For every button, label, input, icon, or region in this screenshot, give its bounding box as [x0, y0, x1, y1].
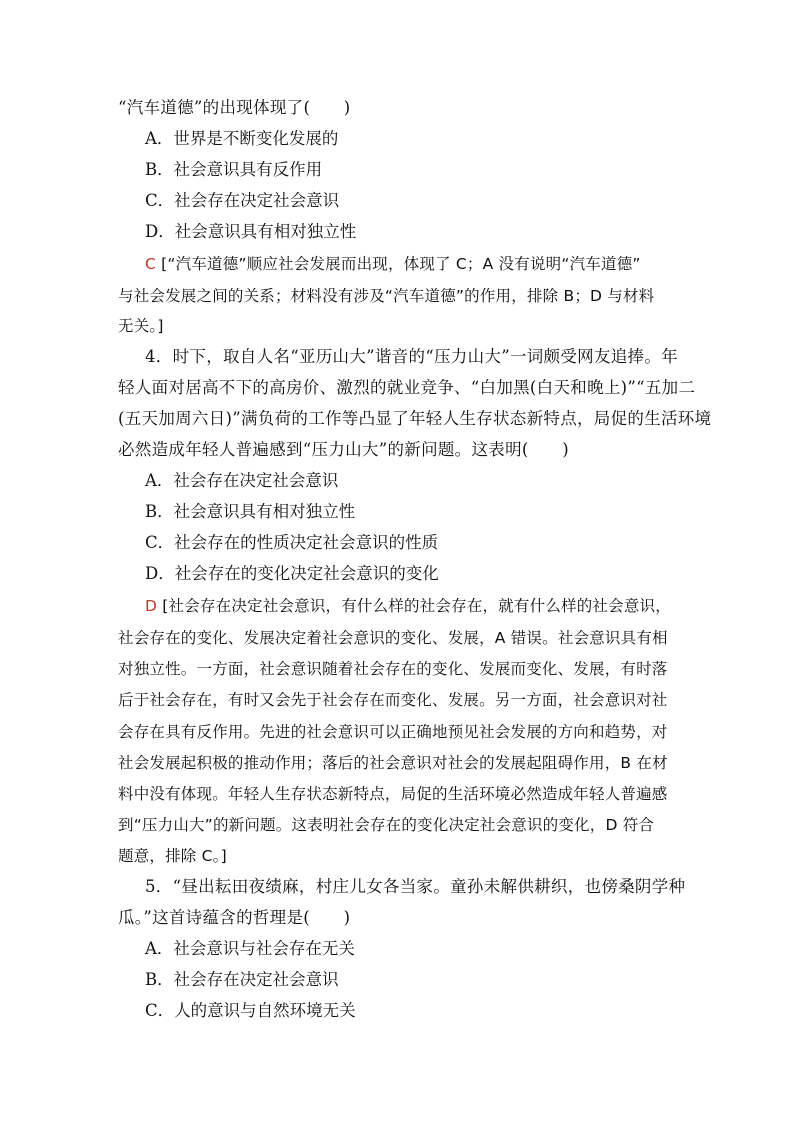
q4-stem-line-3: (五天加周六日)”满负荷的工作等凸显了年轻人生存状态新特点，局促的生活环境 — [118, 409, 712, 428]
q5-option-b: B．社会存在决定社会意识 — [145, 970, 339, 989]
q4-explanation-line-4: 后于社会存在，有时又会先于社会存在而变化、发展。另一方面，社会意识对社 — [118, 691, 668, 709]
q4-option-a: A．社会存在决定社会意识 — [145, 471, 339, 490]
q3-option-b: B．社会意识具有反作用 — [145, 160, 323, 179]
q4-stem-line-4: 必然造成年轻人普遍感到“压力山大”的新问题。这表明( ) — [118, 440, 569, 459]
q4-option-d: D．社会存在的变化决定社会意识的变化 — [145, 564, 439, 583]
q3-option-c: C．社会存在决定社会意识 — [145, 191, 340, 210]
q3-option-a: A．世界是不断变化发展的 — [145, 129, 339, 148]
q3-option-d: D．社会意识具有相对独立性 — [145, 222, 357, 241]
q4-option-b: B．社会意识具有相对独立性 — [145, 502, 356, 521]
q5-stem-line-2: 瓜。”这首诗蕴含的哲理是( ) — [118, 908, 351, 927]
q4-stem-line-2: 轻人面对居高不下的高房价、激烈的就业竞争、“白加黑(白天和晚上)”“五加二 — [118, 378, 696, 397]
q4-explanation-line-3: 对独立性。一方面，社会意识随着社会存在的变化、发展而变化、发展，有时落 — [118, 660, 668, 678]
q5-stem-line-1: 5．“昼出耘田夜绩麻，村庄儿女各当家。童孙未解供耕织，也傍桑阴学种 — [145, 877, 686, 896]
q4-explanation-line-7: 料中没有体现。年轻人生存状态新特点，局促的生活环境必然造成年轻人普遍感 — [118, 785, 668, 803]
q3-explanation-text: [“汽车道德”顺应社会发展而出现，体现了 C；A 没有说明“汽车道德” — [161, 255, 641, 273]
q4-explanation-line-2: 社会存在的变化、发展决定着社会意识的变化、发展，A 错误。社会意识具有相 — [118, 629, 668, 647]
q4-stem-line-1: 4．时下，取自人名“亚历山大”谐音的“压力山大”一词颇受网友追捧。年 — [145, 347, 678, 366]
q3-explanation-line-3: 无关。] — [118, 317, 164, 335]
q4-explanation-line-8: 到“压力山大”的新问题。这表明社会存在的变化决定社会意识的变化，D 符合 — [118, 816, 655, 834]
q4-explanation-line-1 — [145, 596, 671, 616]
q5-option-c: C．人的意识与自然环境无关 — [145, 1001, 356, 1020]
q3-stem: “汽车道德”的出现体现了( ) — [118, 98, 351, 117]
q4-explanation-line-9: 题意，排除 C。] — [118, 847, 227, 865]
q3-explanation-line-1 — [145, 254, 641, 274]
q4-option-c: C．社会存在的性质决定社会意识的性质 — [145, 533, 439, 552]
q4-explanation-text: [社会存在决定社会意识，有什么样的社会存在，就有什么样的社会意识， — [162, 597, 671, 615]
q4-explanation-line-6: 社会发展起积极的推动作用；落后的社会意识对社会的发展起阻碍作用，B 在材 — [118, 754, 668, 772]
q4-explanation-line-5: 会存在具有反作用。先进的社会意识可以正确地预见社会发展的方向和趋势，对 — [118, 723, 668, 741]
q3-explanation-line-2: 与社会发展之间的关系；材料没有涉及“汽车道德”的作用，排除 B；D 与材料 — [118, 287, 655, 305]
q4-answer-letter: D — [145, 597, 158, 615]
q3-answer-letter: C — [145, 255, 157, 273]
q5-option-a: A．社会意识与社会存在无关 — [145, 939, 355, 958]
